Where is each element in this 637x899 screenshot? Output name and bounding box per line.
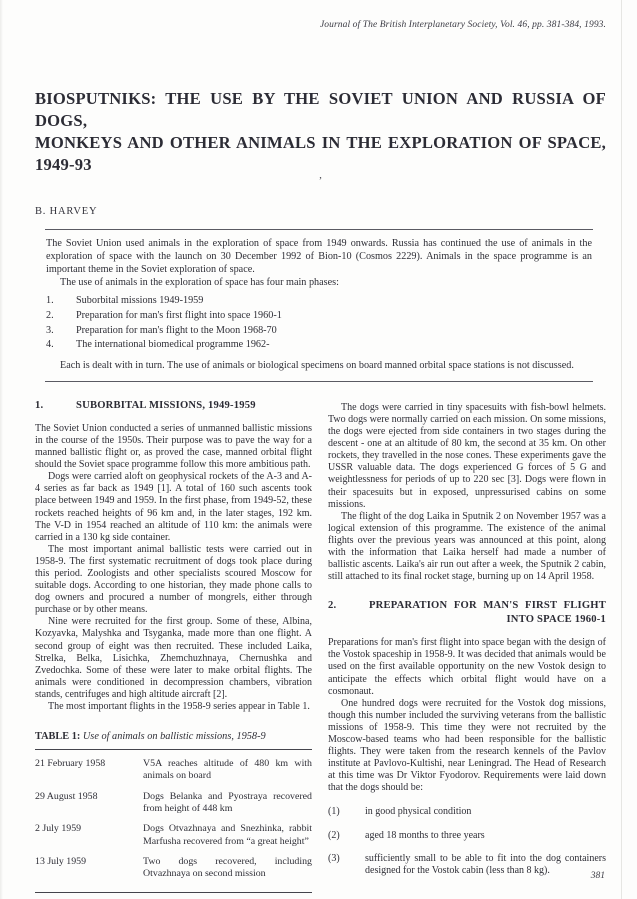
- requirement-text: aged 18 months to three years: [365, 829, 485, 841]
- paper-title-line2: MONKEYS AND OTHER ANIMALS IN THE EXPLORATION OF SPACE, 1949-93: [35, 133, 606, 174]
- table1-rule-top: [35, 749, 312, 750]
- paragraph: One hundred dogs were recruited for the Vostok dog missions, though this number included the surviving veterans from the ballistic missions of 1958-9. This time they were not recruited by the Moscow-based teams who had been responsible for the ballistic flights. They were taken from the research kennels of the Pavlov institute at Pavlovo-Kultishi, near Leningrad. The Head of Research at this time was Dr Viktor Fyodorov. Requirements were laid down that the dogs should be:: [328, 697, 606, 794]
- page-content: [35, 20, 606, 893]
- table1-rows: [35, 758, 312, 880]
- table1-caption-label: TABLE 1:: [35, 731, 81, 743]
- table1: [35, 731, 312, 893]
- phase-number: 3.: [46, 324, 54, 336]
- paragraph: The flight of the dog Laika in Sputnik 2 on November 1957 was a logical extension of this programme. The existence of the animal flights over the previous years was announced at this point, along with the information that Laika herself had made a number of ballistic ascents. Laika's air run out after a week, the Sputnik 2 cabin, still attached to its final rocket stage, burning up on 14 April 1958.: [328, 510, 606, 583]
- requirement-number: (3): [328, 852, 340, 864]
- author-name: B. HARVEY: [35, 206, 98, 217]
- abstract: [46, 237, 592, 372]
- section1-text: [35, 423, 312, 713]
- scan-artifact-mark: ’: [318, 175, 323, 187]
- paragraph: Dogs were carried aloft on geophysical rockets of the A-3 and A-4 series as far back as 1949 [1]. A total of 160 such ascents took place between 1949 and 1959. In the first phase, from 1949-52, these rockets reached heights of 96 km and, in the later stages, 192 km. The V-D in 1954 reached an altitude of 110 km: the animals were carried in a 130 kg side container.: [35, 471, 312, 543]
- paragraph: The Soviet Union conducted a series of unmanned ballistic missions in the course of the 1950s. Their purpose was to pave the way for a manned ballistic flight or, as proved the case, manned orbital flight should the Soviet space programme follow this more ambitious path.: [35, 422, 312, 471]
- requirement-item: [328, 830, 606, 842]
- phase-text: Suborbital missions 1949-1959: [76, 295, 204, 307]
- requirement-item: [328, 806, 606, 818]
- section2-text: [328, 637, 606, 794]
- requirement-number: (1): [328, 806, 340, 818]
- phase-number: 1.: [46, 295, 54, 307]
- table-cell-event: Dogs Belanka and Pyostraya recovered from height of 448 km: [143, 790, 312, 814]
- paragraph: Nine were recruited for the first group. Some of these, Albina, Kozyavka, Malyshka and Tsyganka, made more than one flight. A second group of eight was then recruited. These included Laika, Strelka, Belka, Lisichka, Zhemchuzhnaya, Chernushka and Zvedochka. Some of these were later to make orbital flights. The animals were conditioned in decompression chambers, vibration stands, centrifuges and high altitude aircraft [2].: [35, 616, 312, 700]
- phase-item: [46, 324, 592, 339]
- paragraph: The dogs were carried in tiny spacesuits with fish-bowl helmets. Two dogs were normally carried on each mission. On some missions, the dogs were ejected from side containers in two stages during the descent - one at an altitude of 80 km, the second at 35 km. On other rockets, they travelled in the nose cones. These experiments gave the USSR valuable data. The dogs experienced G forces of 5 G and weightlessness for periods of up to 220 sec [3]. Dogs were flown in their spacesuits but in exposed, unpressurised cabins on some missions.: [328, 401, 606, 510]
- table-cell-event: V5A reaches altitude of 480 km with animals on board: [143, 758, 312, 782]
- requirements-list: [328, 806, 606, 876]
- paragraph: Preparations for man's first flight into space began with the design of the Vostok spaceship in 1958-9. It was decided that animals would be used on the first available opportunity on the new Vostok design to anticipate the effects which orbital flight would have on a cosmonaut.: [328, 637, 606, 697]
- section1-title: SUBORBITAL MISSIONS, 1949-1959: [76, 399, 256, 411]
- two-column-body: [35, 400, 606, 894]
- scan-edge-left: [0, 0, 3, 899]
- phase-item: [46, 338, 592, 353]
- abstract-closing: Each is dealt with in turn. The use of animals or biological specimens on board manned orbital space stations is not discussed.: [60, 359, 574, 371]
- requirement-text: sufficiently small to be able to fit into the dog containers designed for the Vostok cabin (less than 8 kg).: [365, 852, 606, 876]
- section2-title-line1: PREPARATION FOR MAN'S FIRST FLIGHT: [369, 600, 606, 612]
- table-cell-date: 21 February 1958: [35, 758, 106, 770]
- phase-item: [46, 294, 592, 309]
- table-row: [35, 758, 312, 783]
- paragraph: The most important animal ballistic tests were carried out in 1958-9. The first systematic recruitment of dogs took place during this period. Zoologists and other specialists scoured Moscow for suitable dogs. According to one historian, they made phone calls to dog owners and procured a number of mongrels, either through purchase or by other means.: [35, 543, 312, 616]
- table-cell-date: 2 July 1959: [35, 823, 82, 835]
- journal-header: Journal of The British Interplanetary Society, Vol. 46, pp. 381-384, 1993.: [319, 20, 606, 30]
- page-number: 381: [590, 871, 605, 881]
- table1-rule-bottom: [35, 892, 312, 893]
- abstract-rule-top: [45, 229, 593, 230]
- paper-title: [35, 88, 606, 176]
- paragraph: The most important flights in the 1958-9 series appear in Table 1.: [48, 701, 310, 712]
- right-column-text: [328, 402, 606, 583]
- table-cell-date: 13 July 1959: [35, 855, 87, 867]
- section2-number: 2.: [328, 600, 337, 612]
- requirement-item: [328, 853, 606, 877]
- table-row: [35, 856, 312, 881]
- abstract-para1: The Soviet Union used animals in the exploration of space from 1949 onwards. Russia has continued the use of animals in the exploration of space with the launch on 30 December 1992 of Bion-10 (Cosmos 2229). Animals in the space programme is an important theme in the Soviet exploration of space.: [46, 238, 592, 276]
- section2: [328, 600, 606, 877]
- section1-heading: [35, 400, 312, 411]
- table-row: [35, 823, 312, 848]
- phase-item: [46, 309, 592, 324]
- phase-text: The international biomedical programme 1962-: [76, 339, 270, 351]
- phase-text: Preparation for man's flight to the Moon 1968-70: [76, 324, 277, 336]
- table1-caption-text: Use of animals on ballistic missions, 1958-9: [82, 731, 266, 743]
- phase-list: [46, 294, 592, 352]
- right-column: [328, 400, 606, 894]
- section1-number: 1.: [35, 399, 44, 411]
- section2-heading: [328, 600, 606, 611]
- scan-edge-right: [621, 0, 622, 899]
- abstract-rule-bottom: [45, 381, 593, 382]
- paper-title-line1: BIOSPUTNIKS: THE USE BY THE SOVIET UNION AND RUSSIA OF DOGS,: [35, 89, 606, 130]
- requirement-text: in good physical condition: [365, 806, 472, 818]
- table-cell-event: Dogs Otvazhnaya and Snezhinka, rabbit Marfusha recovered from “a great height”: [143, 823, 312, 847]
- phase-number: 2.: [46, 309, 54, 321]
- table-cell-date: 29 August 1958: [35, 790, 98, 802]
- requirement-number: (2): [328, 829, 340, 841]
- table1-caption: [35, 731, 312, 742]
- table-cell-event: Two dogs recovered, including Otvazhnaya on second mission: [143, 855, 312, 880]
- table-row: [35, 791, 312, 816]
- left-column: [35, 400, 312, 894]
- abstract-para2: The use of animals in the exploration of space has four main phases:: [60, 277, 339, 289]
- phase-number: 4.: [46, 339, 54, 351]
- phase-text: Preparation for man's first flight into space 1960-1: [76, 309, 282, 321]
- section2-title-line2: INTO SPACE 1960-1: [506, 614, 606, 626]
